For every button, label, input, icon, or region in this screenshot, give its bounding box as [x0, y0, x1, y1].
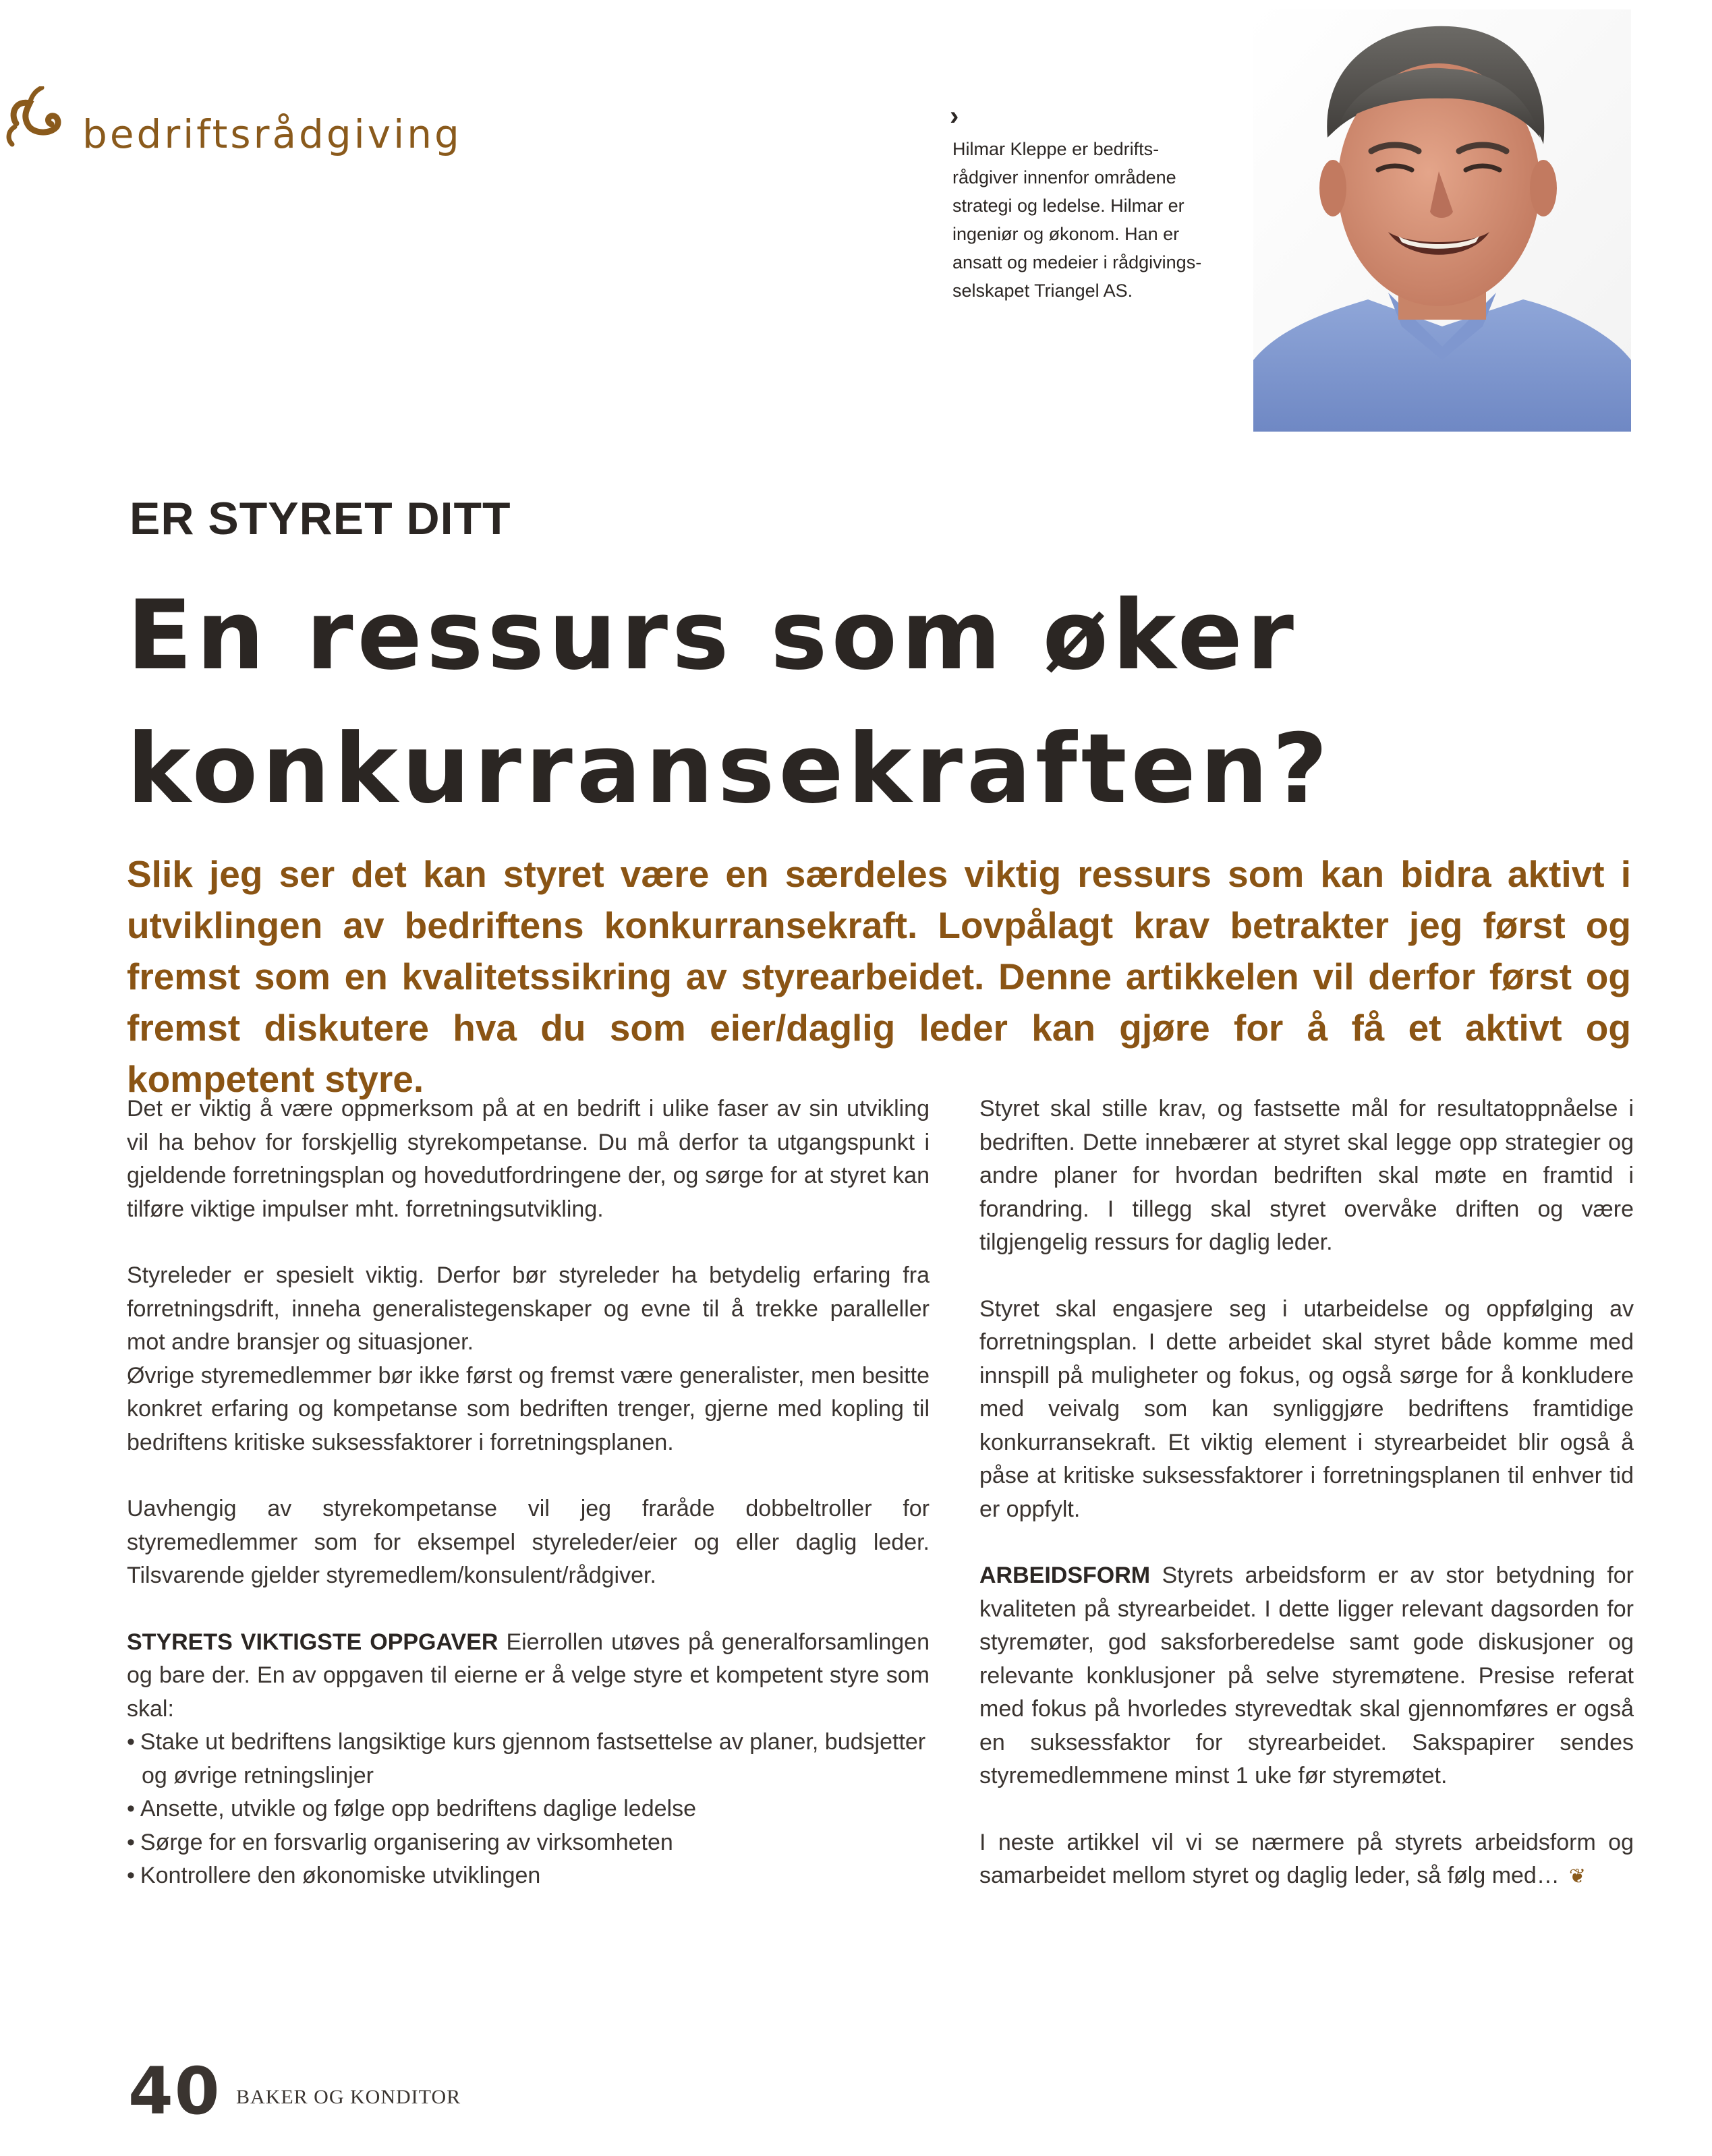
subheading: STYRETS VIKTIGSTE OPPGAVER	[127, 1629, 498, 1655]
list-item: • Kontrollere den økonomiske utviklingen	[127, 1859, 930, 1893]
list-item: • Ansette, utvikle og følge opp bedriftens daglige ledelse	[127, 1793, 930, 1826]
end-mark-icon: ❦	[1568, 1865, 1586, 1888]
headline-line-1: En ressurs som øker	[127, 580, 1298, 691]
body-paragraph: Det er viktig å være oppmerksom på at en bedrift i ulike faser av sin utvikling vil ha behov for forskjellig styrekompetanse. Du må derfor ta utgangspunkt i gjeldende forretningsplan og hovedutfordringene der, og sørge for at styret kan tilføre viktige impulser mht. forretningsutvikling.	[127, 1096, 930, 1222]
article-kicker: ER STYRET DITT	[130, 493, 511, 544]
page-number: 40	[128, 2053, 221, 2129]
magazine-name: BAKER OG KONDITOR	[236, 2086, 461, 2108]
headline-line-2: konkurransekraften?	[127, 713, 1332, 825]
body-column-right	[979, 1092, 1634, 1927]
body-paragraph	[979, 1559, 1634, 1793]
body-paragraph: Styret skal engasjere seg i utarbeidelse og oppfølging av forretningsplan. I dette arbeidet skal styret både komme med innspill på muligheter og fokus, og også sørge for å konkludere med veivalg som kan synliggjøre bedriftens framtidige konkurransekraft. Et viktig element i styrearbeidet blir også å påse at kritiske suksessfaktorer i forretningsplanen til enhver tid er oppfylt.	[979, 1295, 1634, 1522]
body-paragraph: Uavhengig av styrekompetanse vil jeg fraråde dobbeltroller for styremedlemmer som for eksempel styreleder/eier og eller daglig leder. Tilsvarende gjelder styremedlem/konsulent/rådgiver.	[127, 1496, 930, 1588]
body-paragraph: Øvrige styremedlemmer bør ikke først og fremst være generalister, men besitte konkret erfaring og kompetanse som bedriften trenger, gjerne med kopling til bedriftens kritiske suksessfaktorer i forretningsplanen.	[127, 1362, 930, 1455]
bio-arrow-icon: ›	[950, 101, 959, 131]
body-text: Eierrollen utøves på generalforsamlingen og bare der. En av oppgaven til eierne er å velge styre et kompetent styre som skal:	[127, 1629, 930, 1722]
leaf-ornament-icon	[3, 86, 77, 161]
task-list	[127, 1726, 930, 1893]
body-text: I neste artikkel vil vi se nærmere på styrets arbeidsform og samarbeidet mellom styret og daglig leder, så følg med…	[979, 1829, 1634, 1888]
lead-paragraph: Slik jeg ser det kan styret være en særdeles viktig ressurs som kan bidra aktivt i utviklingen av bedriftens konkurransekraft. Lovpålagt krav betrakter jeg først og fremst som en kvalitetssikring av styrearbeidet. Denne artikkelen vil derfor først og fremst diskutere hva du som eier/daglig leder kan gjøre for å få et aktivt og kompetent styre.	[127, 853, 1631, 1100]
body-paragraph: Styreleder er spesielt viktig. Derfor bør styreleder ha betydelig erfaring fra forretningsdrift, inneha generalistegenskaper og evne til å trekke paralleller mot andre bransjer og situasjoner.	[127, 1262, 930, 1355]
list-item: • Sørge for en forsvarlig organisering av virksomheten	[127, 1826, 930, 1860]
body-paragraph	[979, 1826, 1634, 1894]
body-text: Styrets arbeidsform er av stor betydning for kvaliteten på styrearbeidet. I dette ligger relevant dagsorden for styremøter, god saksforberedelse samt gode diskusjoner og relevante konklusjoner på selve styremøtene. Presise referat med fokus på hvorledes styrevedtak skal gjennomføres er også en suksessfaktor for styrearbeidet. Sakspapirer sendes styremedlemmene minst 1 uke før styremøtet.	[979, 1563, 1634, 1788]
body-column-left	[127, 1092, 930, 1893]
body-paragraph: Styret skal stille krav, og fastsette mål for resultatoppnåelse i bedriften. Dette innebærer at styret skal legge opp strategier og andre planer for hvordan bedriften skal møte en framtid i forandring. I tillegg skal styret overvåke driften og være tilgjengelig ressurs for daglig leder.	[979, 1096, 1634, 1255]
subheading: ARBEIDSFORM	[979, 1563, 1151, 1588]
list-item: • Stake ut bedriftens langsiktige kurs gjennom fastsettelse av planer, budsjetter og øvrige retningslinjer	[127, 1726, 930, 1793]
author-bio: Hilmar Kleppe er bedrifts- rådgiver innenfor områdene strategi og ledelse. Hilmar er ingeniør og økonom. Han er ansatt og medeier i rådgivings- selskapet Triangel AS.	[952, 139, 1202, 301]
body-paragraph	[127, 1626, 930, 1726]
section-label: bedriftsrådgiving	[82, 111, 462, 157]
author-portrait	[1253, 9, 1631, 432]
